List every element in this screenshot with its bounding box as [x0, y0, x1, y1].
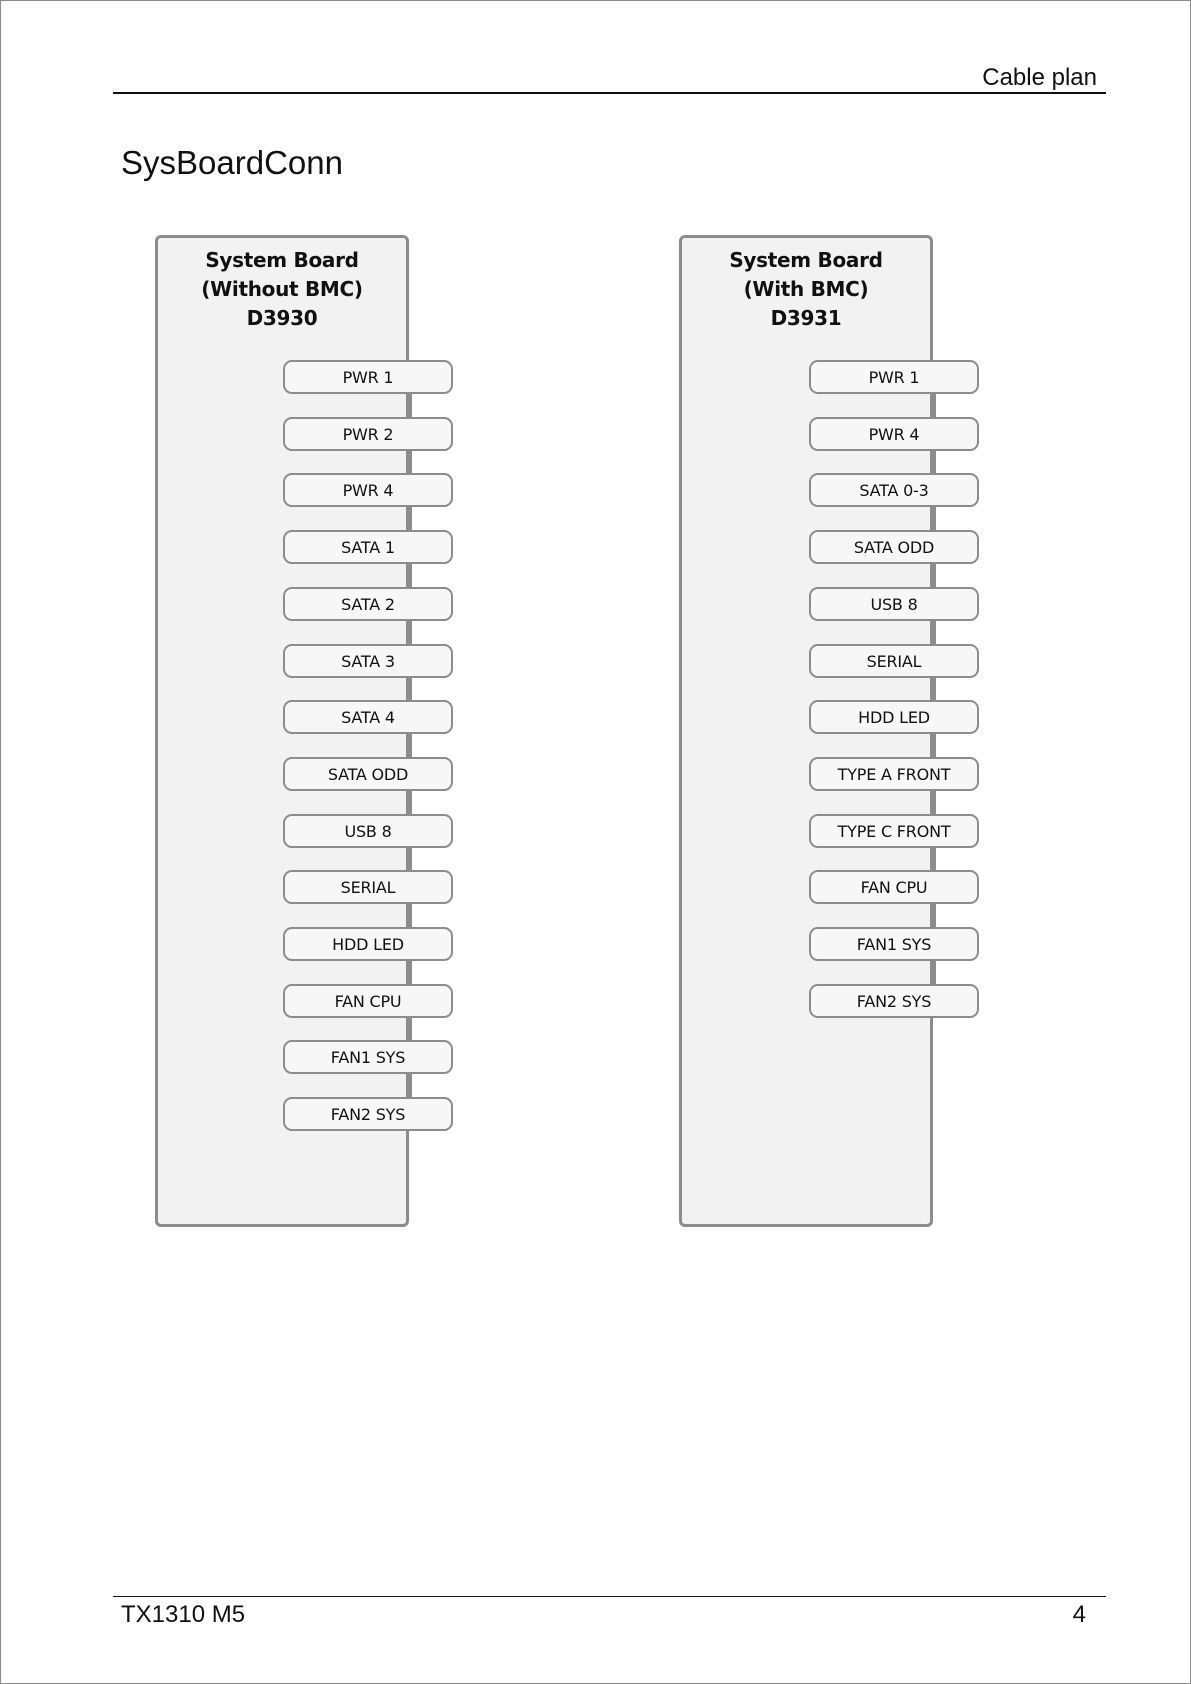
board-title-line: (With BMC) — [743, 277, 869, 301]
connector-label: FAN CPU — [283, 984, 453, 1018]
board-title-line: D3930 — [246, 306, 318, 330]
board-title-line: D3931 — [770, 306, 842, 330]
connector-label: PWR 4 — [809, 417, 979, 451]
connector-label: PWR 2 — [283, 417, 453, 451]
header-section-title: Cable plan — [982, 64, 1097, 91]
connector-label: SATA 4 — [283, 700, 453, 734]
board-title-line: (Without BMC) — [201, 277, 363, 301]
connector-label: USB 8 — [283, 814, 453, 848]
board-title — [682, 246, 930, 333]
board-title-line: System Board — [729, 248, 883, 272]
connector-label: PWR 1 — [283, 360, 453, 394]
connector-label: SATA ODD — [283, 757, 453, 791]
connector-label: HDD LED — [283, 927, 453, 961]
connector-label: PWR 4 — [283, 473, 453, 507]
footer-page-number: 4 — [1072, 1601, 1086, 1628]
connector-label: SATA 1 — [283, 530, 453, 564]
connector-label: SERIAL — [283, 870, 453, 904]
connector-label: SATA 3 — [283, 644, 453, 678]
connector-label: HDD LED — [809, 700, 979, 734]
connector-label: FAN1 SYS — [283, 1040, 453, 1074]
connector-label: FAN1 SYS — [809, 927, 979, 961]
footer-model: TX1310 M5 — [121, 1601, 246, 1628]
board-title — [158, 246, 406, 333]
connector-label: FAN CPU — [809, 870, 979, 904]
header-rule — [113, 92, 1106, 94]
connector-label: SATA 0-3 — [809, 473, 979, 507]
connector-label: FAN2 SYS — [283, 1097, 453, 1131]
connector-label: SERIAL — [809, 644, 979, 678]
connector-spine — [933, 377, 936, 1001]
connector-label: TYPE A FRONT — [809, 757, 979, 791]
board-title-line: System Board — [205, 248, 359, 272]
connector-label: TYPE C FRONT — [809, 814, 979, 848]
footer-rule — [113, 1596, 1106, 1597]
connector-label: SATA ODD — [809, 530, 979, 564]
connector-label: FAN2 SYS — [809, 984, 979, 1018]
connector-label: SATA 2 — [283, 587, 453, 621]
connector-label: PWR 1 — [809, 360, 979, 394]
connector-label: USB 8 — [809, 587, 979, 621]
page-title: SysBoardConn — [121, 144, 343, 181]
